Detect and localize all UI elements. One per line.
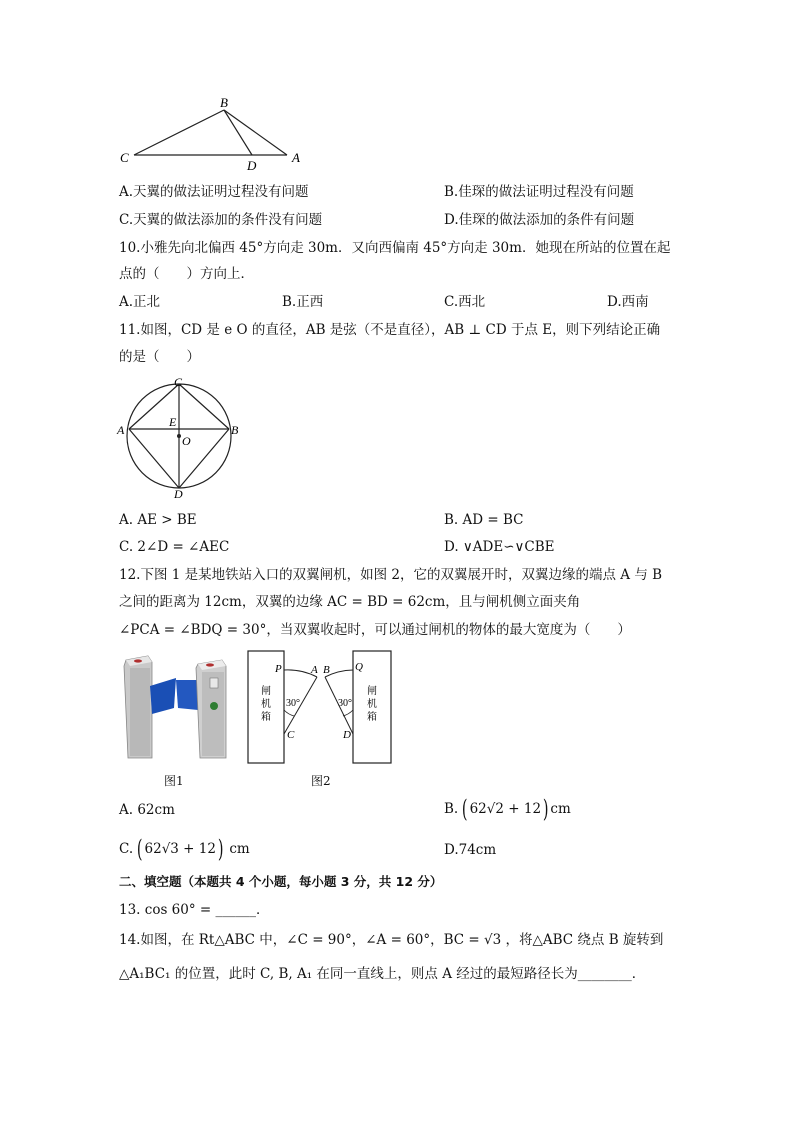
q12-option-d: D.74cm xyxy=(444,842,497,858)
q10-option-a: A.正北 xyxy=(119,294,161,310)
q9-option-a: A.天翼的做法证明过程没有问题 xyxy=(119,184,309,200)
circle-figure xyxy=(115,374,245,500)
fig1-caption: 图1 xyxy=(164,774,184,788)
q10-option-c: C.西北 xyxy=(444,294,486,310)
q10-option-d: D.西南 xyxy=(607,294,649,310)
box1-char3: 箱 xyxy=(261,712,271,723)
q12-option-c-prefix: C. xyxy=(119,841,134,857)
label-D: D xyxy=(343,729,351,741)
label-B: B xyxy=(231,423,239,437)
section2-title: 二、填空题（本题共 4 个小题，每小题 3 分，共 12 分） xyxy=(119,874,443,889)
box2-char1: 闸 xyxy=(367,686,377,697)
label-P: P xyxy=(275,663,282,675)
label-C: C xyxy=(287,729,295,741)
q14-line2: △A₁BC₁ 的位置，此时 C, B, A₁ 在同一直线上，则点 A 经过的最短路径长为________． xyxy=(119,966,646,982)
q12-option-b-unit: cm xyxy=(550,801,571,817)
angle-right: 30° xyxy=(338,698,352,709)
label-Q: Q xyxy=(355,661,363,673)
q12-option-c-unit: cm xyxy=(229,841,250,857)
label-E: E xyxy=(169,415,177,429)
q10-option-b: B.正西 xyxy=(282,294,324,310)
paren-left: ( xyxy=(137,835,143,863)
q10-line2: 点的（ ）方向上． xyxy=(119,266,254,282)
box2-char2: 机 xyxy=(367,699,377,710)
q13-text: 13. cos 60° = ______． xyxy=(119,902,270,918)
label-C: C xyxy=(174,375,183,389)
turnstile-photo xyxy=(118,650,230,762)
label-B: B xyxy=(220,95,228,110)
q11-line1: 11.如图，CD 是 e O 的直径，AB 是弦（不是直径），AB ⊥ CD 于点 E，则下列结论正确 xyxy=(119,322,661,338)
q11-option-b: B. AD = BC xyxy=(444,512,524,528)
q11-option-a: A. AE > BE xyxy=(119,512,197,528)
q11-option-d: D. ∨ADE∽∨CBE xyxy=(444,539,555,555)
q12-option-c-expr: 62√3 + 12 xyxy=(144,841,216,857)
label-D: D xyxy=(174,487,183,500)
q12-option-b xyxy=(444,794,571,824)
box1-char1: 闸 xyxy=(261,686,271,697)
q14-line1: 14.如图，在 Rt△ABC 中，∠C = 90°，∠A = 60°，BC = √3 ，将△ABC 绕点 B 旋转到 xyxy=(119,932,664,948)
paren-right: ) xyxy=(542,795,549,823)
q12-option-a: A. 62cm xyxy=(119,802,175,818)
label-D: D xyxy=(247,158,257,173)
gate-schematic xyxy=(245,650,395,766)
paren-left: ( xyxy=(462,795,468,823)
q12-line2: 之间的距离为 12cm，双翼的边缘 AC = BD = 62cm，且与闸机侧立面夹角 xyxy=(119,594,581,610)
label-A: A xyxy=(311,664,318,676)
q12-option-c xyxy=(119,834,250,864)
box1-char2: 机 xyxy=(261,699,271,710)
paren-right: ) xyxy=(217,835,224,863)
q9-option-d: D.佳琛的做法添加的条件有问题 xyxy=(444,212,635,228)
label-A: A xyxy=(117,423,125,437)
q11-option-c: C. 2∠D = ∠AEC xyxy=(119,539,230,555)
angle-left: 30° xyxy=(286,698,300,709)
label-A: A xyxy=(292,150,300,165)
q12-option-b-expr: 62√2 + 12 xyxy=(469,801,542,817)
label-C: C xyxy=(120,150,129,165)
label-O: O xyxy=(182,434,191,448)
q9-option-b: B.佳琛的做法证明过程没有问题 xyxy=(444,184,634,200)
q11-line2: 的是（ ） xyxy=(119,349,200,365)
q12-line1: 12.下图 1 是某地铁站入口的双翼闸机，如图 2，它的双翼展开时，双翼边缘的端点 A 与 B xyxy=(119,567,663,583)
q12-line3: ∠PCA = ∠BDQ = 30°，当双翼收起时，可以通过闸机的物体的最大宽度为（ ） xyxy=(119,622,631,638)
triangle-figure xyxy=(112,92,312,174)
box2-char3: 箱 xyxy=(367,712,377,723)
q9-option-c: C.天翼的做法添加的条件没有问题 xyxy=(119,212,323,228)
fig2-caption: 图2 xyxy=(311,774,331,788)
q12-option-b-prefix: B. xyxy=(444,801,459,817)
label-B: B xyxy=(323,664,330,676)
q10-line1: 10.小雅先向北偏西 45°方向走 30m．又向西偏南 45°方向走 30m．她现在所站的位置在起 xyxy=(119,240,671,256)
